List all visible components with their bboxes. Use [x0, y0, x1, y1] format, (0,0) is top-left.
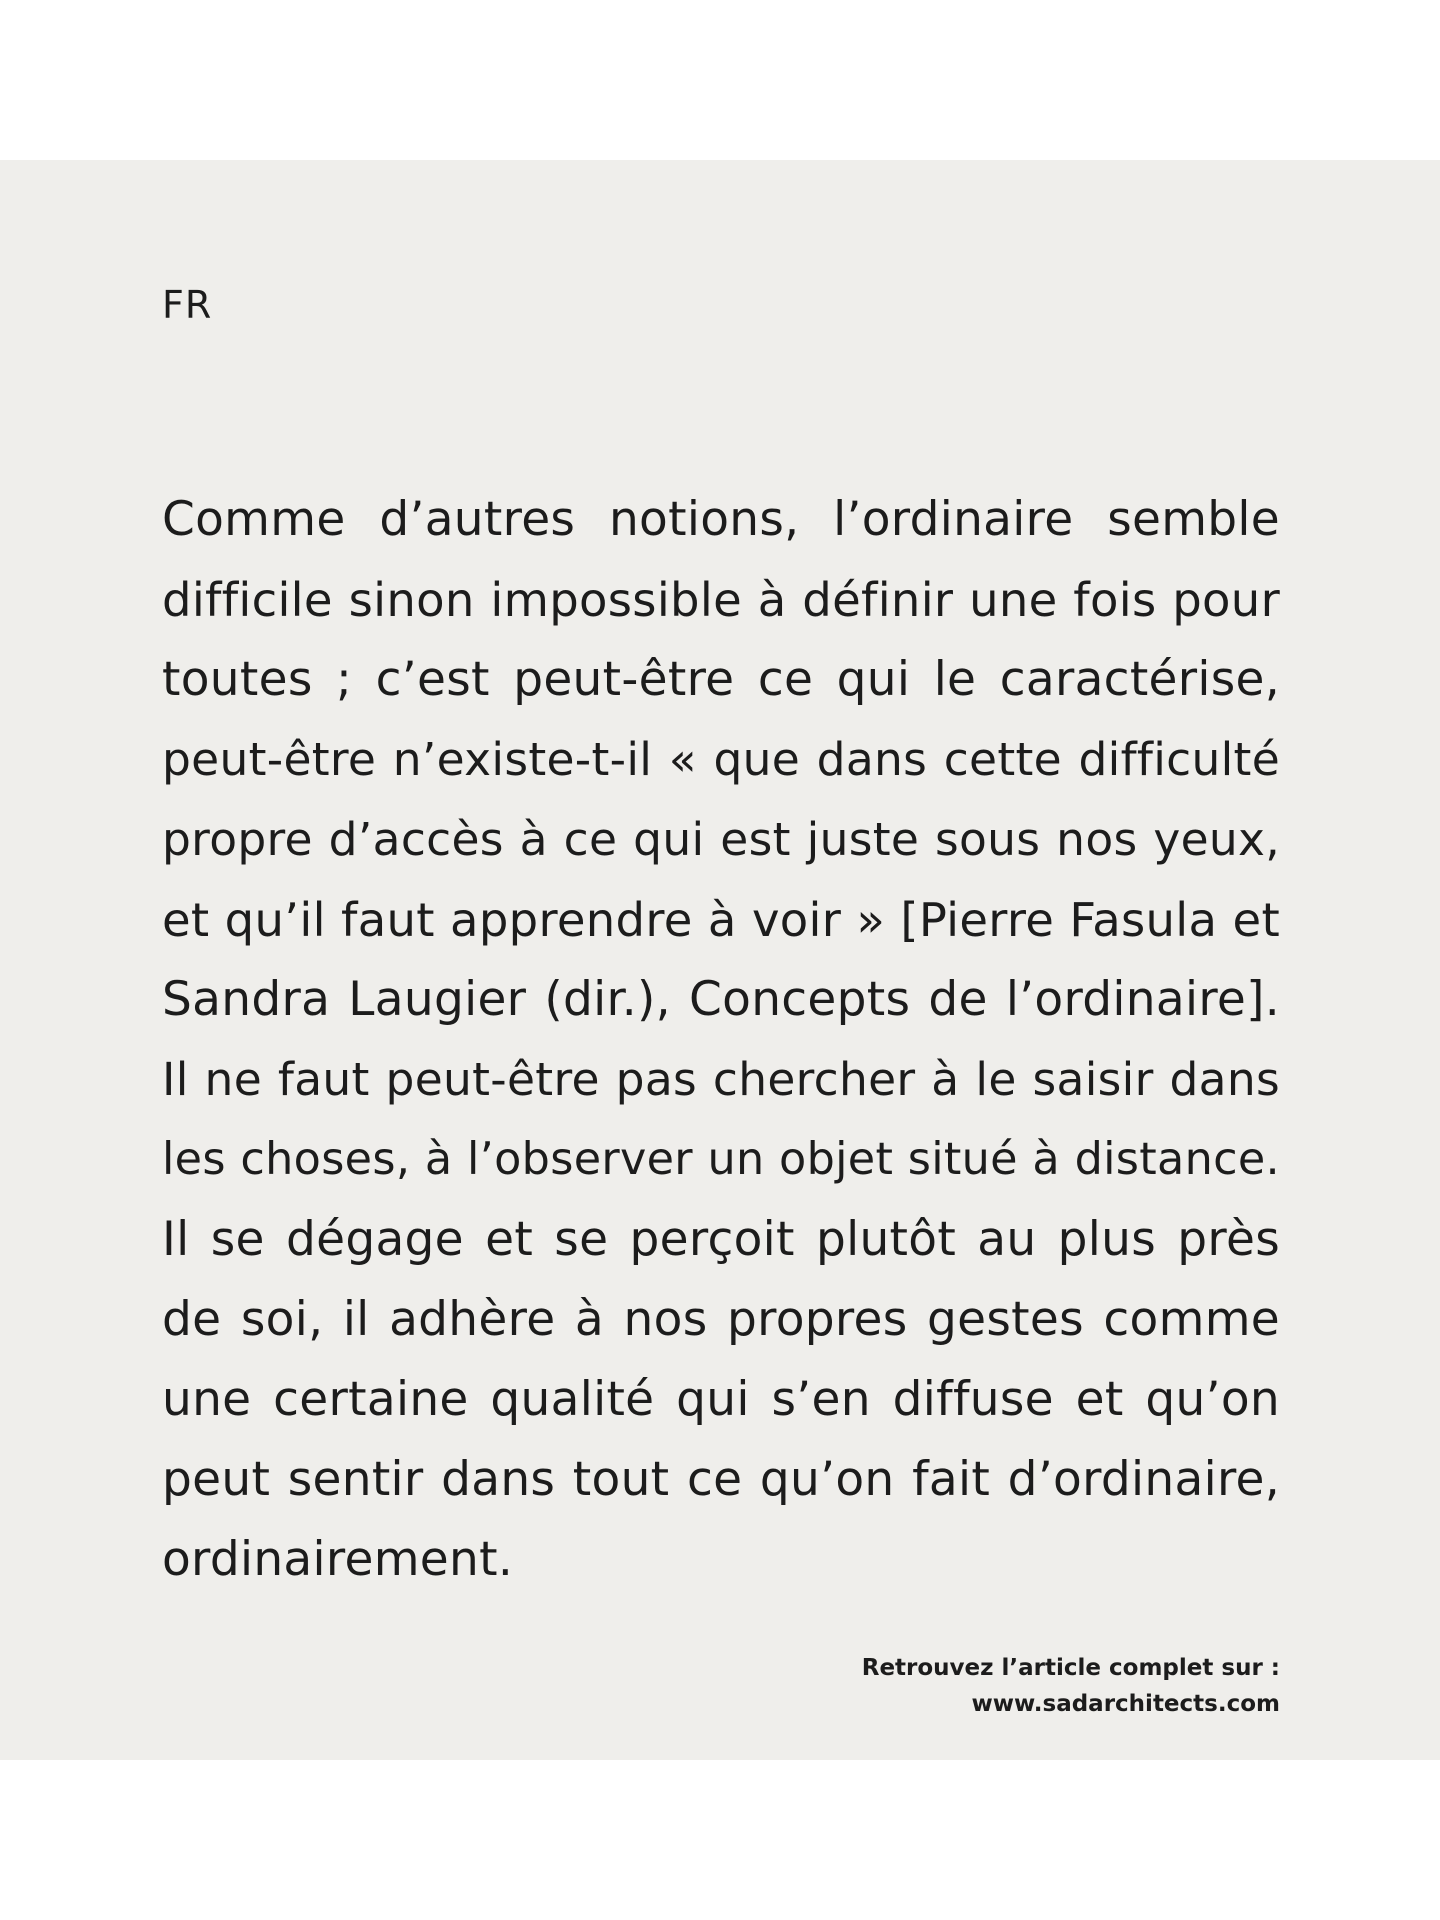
article-line: Il ne faut peut-être pas chercher à le saisir dans — [162, 1053, 1280, 1106]
article-footer — [862, 1650, 1280, 1722]
content-panel — [0, 160, 1440, 1760]
website-link[interactable]: www.sadarchitects.com — [971, 1691, 1280, 1717]
article-line: Sandra Laugier (dir.), Concepts de l’ordinaire]. — [162, 972, 1280, 1027]
article-line: de soi, il adhère à nos propres gestes comme — [162, 1292, 1280, 1347]
article-line: difficile sinon impossible à définir une fois pour — [162, 573, 1280, 627]
article-line: Il se dégage et se perçoit plutôt au plus près — [162, 1212, 1280, 1267]
article-line: propre d’accès à ce qui est juste sous nos yeux, — [162, 813, 1280, 866]
article-line: peut-être n’existe-t-il « que dans cette difficulté — [162, 733, 1280, 786]
article-line: ordinairement. — [162, 1532, 514, 1587]
article-line: Comme d’autres notions, l’ordinaire semble — [162, 492, 1280, 547]
article-line: une certaine qualité qui s’en diffuse et qu’on — [162, 1372, 1280, 1427]
article-text — [162, 480, 1280, 1600]
article-line: les choses, à l’observer un objet situé à distance. — [162, 1134, 1280, 1185]
article-line: et qu’il faut apprendre à voir » [Pierre Fasula et — [162, 893, 1280, 947]
footer-note: Retrouvez l’article complet sur : — [861, 1655, 1280, 1681]
article-line: toutes ; c’est peut-être ce qui le caractérise, — [162, 652, 1280, 707]
language-label: FR — [162, 283, 213, 327]
article-line: peut sentir dans tout ce qu’on fait d’ordinaire, — [162, 1452, 1280, 1507]
